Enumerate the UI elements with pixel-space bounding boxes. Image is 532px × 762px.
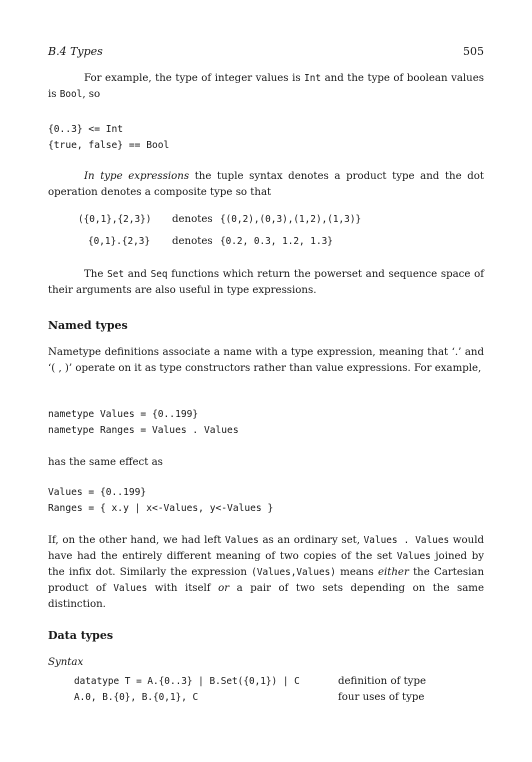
code-inline: (Values,Values) [251,567,336,578]
code-line: nametype Values = {0..199} [48,409,199,420]
code-block-types [48,122,484,153]
syntax-desc: definition of type [338,676,426,687]
code-inline: Values . Values [363,535,450,546]
paragraph-set-seq: The Set and Seq functions which return the powerset and sequence space of their arguments are also useful in type expressions. [48,269,484,296]
syntax-label: Syntax [48,657,84,668]
syntax-code: datatype T = A.{0..3} | B.Set({0,1}) | C [74,676,300,687]
code-inline: Values [224,535,259,546]
code-line: {true, false} == Bool [48,139,170,151]
section-title: B.4 Types [48,45,103,58]
paragraph-nametype: Nametype definitions associate a name with a type expression, meaning that ‘.’ and ‘( , )’ operate on it as type constructors rather than value expressions. For example, [48,347,484,374]
running-header [48,45,484,59]
page-number: 505 [463,45,484,58]
denotes-rhs: {0.2, 0.3, 1.2, 1.3} [220,236,333,247]
paragraph-ordinary-set: If, on the other hand, we had left Values as an ordinary set, Values . Values would have had the entirely different meaning of two copies of the set Values joined by the infix dot. Similarly the expression (Values,Values) means either the Cartesian product of Values with itself or a pair of two sets depending on the same distinction. [48,535,485,610]
denotes-lhs: {0,1}.{2,3} [88,236,151,247]
code-inline: Bool [59,89,83,100]
code-inline: Values [396,551,431,562]
code-inline: Seq [150,269,168,280]
code-inline: Set [107,269,125,280]
code-inline: Int [304,73,322,84]
code-line: {0..3} <= Int [48,124,124,135]
code-line: Values = {0..199} [48,487,147,498]
code-block-values [48,485,484,516]
paragraph-type-expressions: In type expressions the tuple syntax denotes a product type and the dot operation denotes a composite type so that [48,171,484,198]
code-block-nametype [48,407,484,438]
heading-data-types: Data types [48,629,114,642]
denotes-word: denotes [172,236,213,247]
code-line: nametype Ranges = Values . Values [48,424,239,436]
code-inline: Values [113,583,148,594]
denotes-lhs: ({0,1},{2,3}) [78,214,152,225]
denotes-word: denotes [172,214,213,225]
syntax-desc: four uses of type [338,692,425,703]
syntax-code: A.0, B.{0}, B.{0,1}, C [74,692,199,703]
code-line: Ranges = { x.y | x<-Values, y<-Values } [48,502,274,514]
denotes-rhs: {(0,2),(0,3),(1,2),(1,3)} [220,214,362,225]
heading-named-types: Named types [48,319,128,332]
paragraph-same-effect: has the same effect as [48,457,163,468]
paragraph-int-bool: For example, the type of integer values is Int and the type of boolean values is Bool, so [48,73,484,100]
